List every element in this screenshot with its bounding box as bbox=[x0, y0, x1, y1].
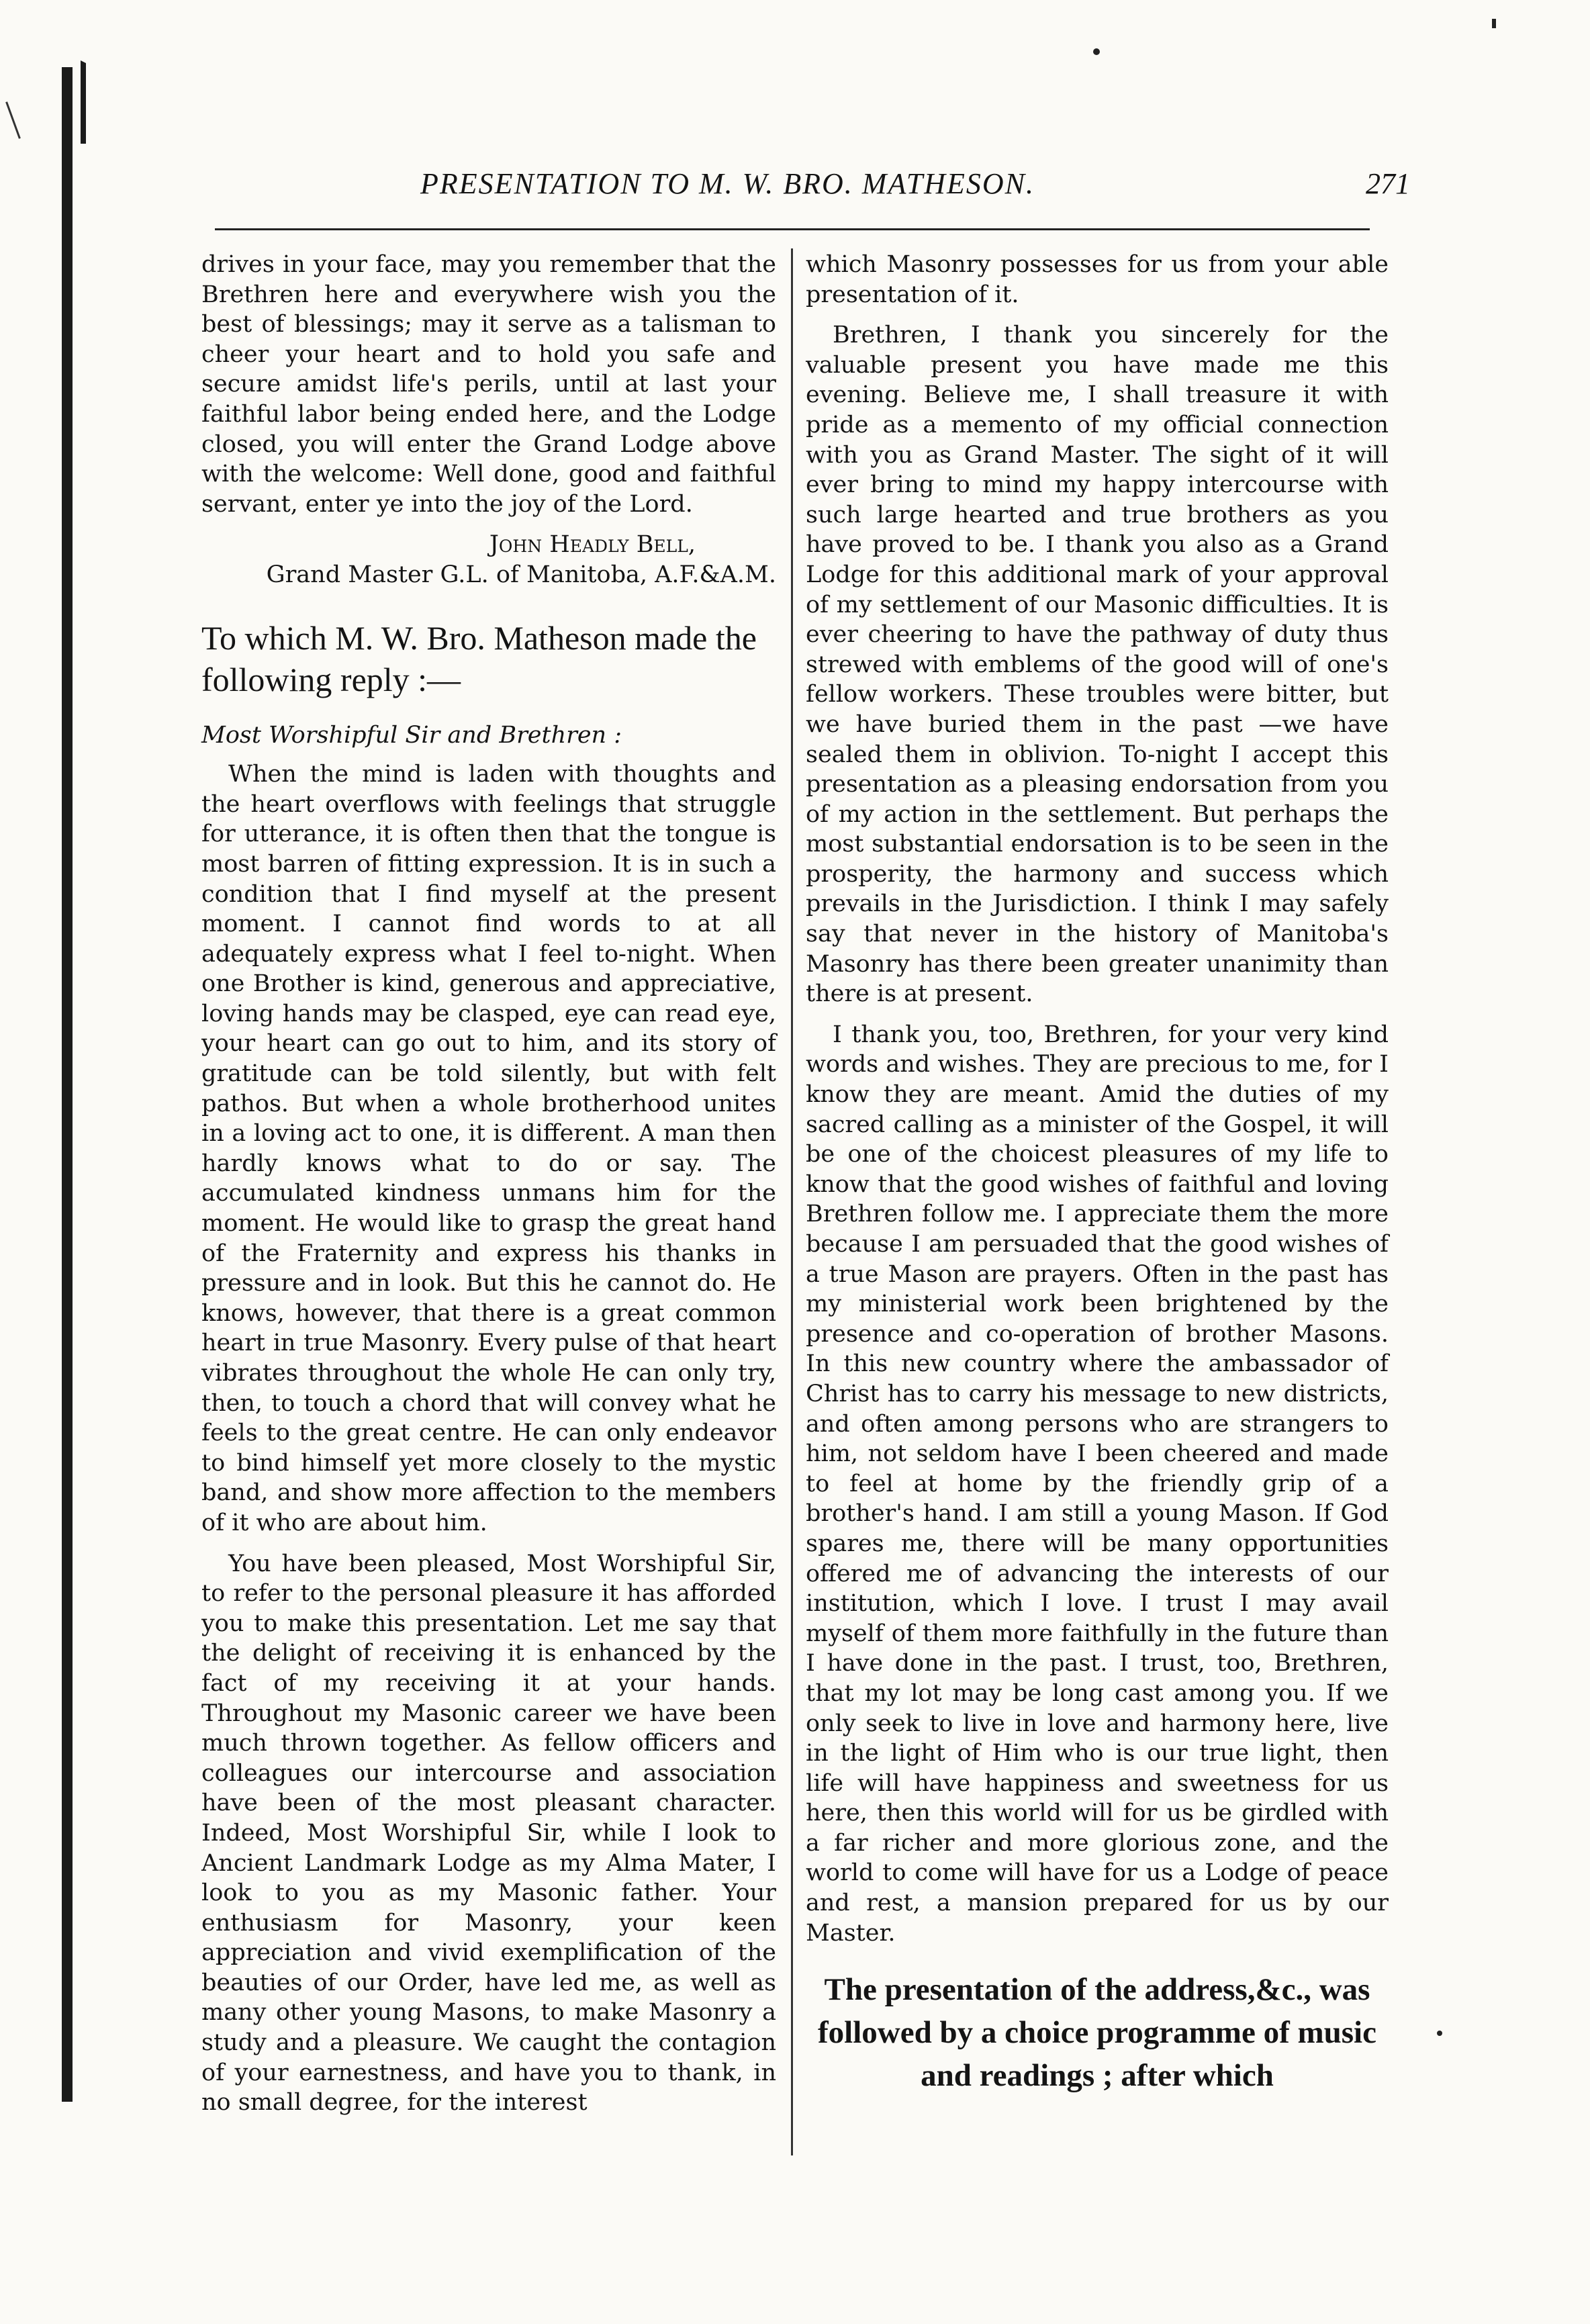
closing-paragraph: The presentation of the address,&c., was followed by a choice programme of music and readings ; after which bbox=[818, 1972, 1376, 2094]
running-title: PRESENTATION TO M. W. BRO. MATHESON. bbox=[420, 167, 1035, 200]
page-number: 271 bbox=[1366, 167, 1410, 200]
left-column bbox=[201, 250, 776, 2129]
ink-speck bbox=[1093, 48, 1100, 55]
body-paragraph: I thank you, too, Brethren, for your very kind words and wishes. They are precious to me, for I know they are meant. Amid the duties of my sacred calling as a minister of the Gospel, it will be one of the choicest pleasures of my life to know that the good wishes of faithful and loving Brethren follow me. I appreciate them the more because I am persuaded that the good wishes of a true Mason are prayers. Often in the past has my ministerial work been brightened by the presence and co-operation of brother Masons. In this new country where the ambassador of Christ has to carry his message to new districts, and often among persons who are strangers to him, not seldom have I been cheered and made to feel at home by the friendly grip of a brother's hand. I am still a young Mason. If God spares me, there will be many opportunities offered me of advancing the interests of our institution, which I love. I trust I may avail myself of them more faithfully in the future than I have done in the past. I trust, too, Brethren, that my lot may be long cast among you. If we only seek to live in love and harmony here, live in the light of Him who is our true light, then life will have happiness and sweetness for us here, then this world will for us be girdled with a far richer and more glorious zone, and the world to come will have for us a Lodge of peace and rest, a mansion prepared for us by our Master. bbox=[806, 1021, 1389, 1947]
signature-block bbox=[201, 530, 776, 590]
header-rule bbox=[215, 228, 1370, 230]
right-column bbox=[806, 250, 1389, 2108]
body-paragraph: When the mind is laden with thoughts and the heart overflows with feelings that struggle for utterance, it is often then that the tongue is most barren of fitting expression. It is in such a condition that I find myself at the present moment. I cannot find words to at all adequately express what I feel to-night. When one Brother is kind, generous and appreciative, loving hands may be clasped, eye can read eye, your heart can go out to him, and its story of gratitude can be told silently, but with felt pathos. But when a whole brotherhood unites in a loving act to one, it is different. A man then hardly knows what to do or say. The accumulated kindness unmans him for the moment. He would like to grasp the great hand of the Fraternity and express his thanks in pressure and in look. But this he cannot do. He knows, however, that there is a great common heart in true Masonry. Every pulse of that heart vibrates throughout the whole He can only try, then, to touch a chord that will convey what he feels to the great centre. He can only endeavor to bind himself yet more closely to the mystic band, and show more affection to the members of it who are about him. bbox=[201, 761, 776, 1536]
salutation: Most Worshipful Sir and Brethren : bbox=[201, 721, 622, 749]
signature-title: Grand Master G.L. of Manitoba, A.F.&A.M. bbox=[266, 561, 776, 588]
column-divider bbox=[791, 248, 793, 2155]
body-paragraph: You have been pleased, Most Worshipful Sir, to refer to the personal pleasure it has afforded you to make this presentation. Let me say that the delight of receiving it is enhanced by the fact of my receiving it at your hands. Throughout my Masonic career we have been much thrown together. As fellow officers and colleagues our intercourse and association have been of the most pleasant character. Indeed, Most Worshipful Sir, while I look to Ancient Landmark Lodge as my Alma Mater, I look to you as my Masonic father. Your enthusiasm for Masonry, your keen appreciation and vivid exemplification of the beauties of our Order, have led me, as well as many other young Masons, to make Masonry a study and a pleasure. We caught the contagion of your earnestness, and have you to thank, in no small degree, for the interest bbox=[201, 1550, 776, 2117]
binding-margin-stroke bbox=[81, 60, 113, 144]
ink-speck bbox=[1437, 2031, 1442, 2036]
continued-paragraph: which Masonry possesses for us from your able presentation of it. bbox=[806, 251, 1389, 308]
corner-pencil-mark bbox=[5, 101, 21, 139]
continued-paragraph: drives in your face, may you remember that the Brethren here and everywhere wish you the best of blessings; may it serve as a talisman to cheer your heart and to hold you safe and secure amidst life's perils, until at last your faithful labor being ended here, and the Lodge closed, you will enter the Grand Lodge above with the welcome: Well done, good and faithful servant, enter ye into the joy of the Lord. bbox=[201, 251, 776, 518]
body-paragraph: Brethren, I thank you sincerely for the valuable present you have made me this evening. Believe me, I shall treasure it with pride as a memento of my official connection with you as Grand Master. The sight of it will ever bring to mind my happy intercourse with such large hearted and true brothers as you have proved to be. I thank you also as a Grand Lodge for this additional mark of your approval of my settlement of our Masonic difficulties. It is ever cheering to have the pathway of duty thus strewed with emblems of the good will of one's fellow workers. These troubles were bitter, but we have buried them in the past —we have sealed them in oblivion. To-night I accept this presentation as a pleasing endorsation from you of my action in the settlement. But perhaps the most substantial endorsation is to be seen in the prosperity, the harmony and success which prevails in the Jurisdiction. I think I may safely say that never in the history of Manitoba's Masonry has there been greater unanimity than there is at present. bbox=[806, 322, 1389, 1008]
signature-name: John Headly Bell, bbox=[489, 531, 696, 559]
ink-speck bbox=[1492, 19, 1496, 28]
binding-margin-mark bbox=[62, 67, 73, 2102]
page-header bbox=[322, 167, 1410, 214]
section-heading: To which M. W. Bro. Matheson made the following reply :— bbox=[201, 618, 757, 698]
